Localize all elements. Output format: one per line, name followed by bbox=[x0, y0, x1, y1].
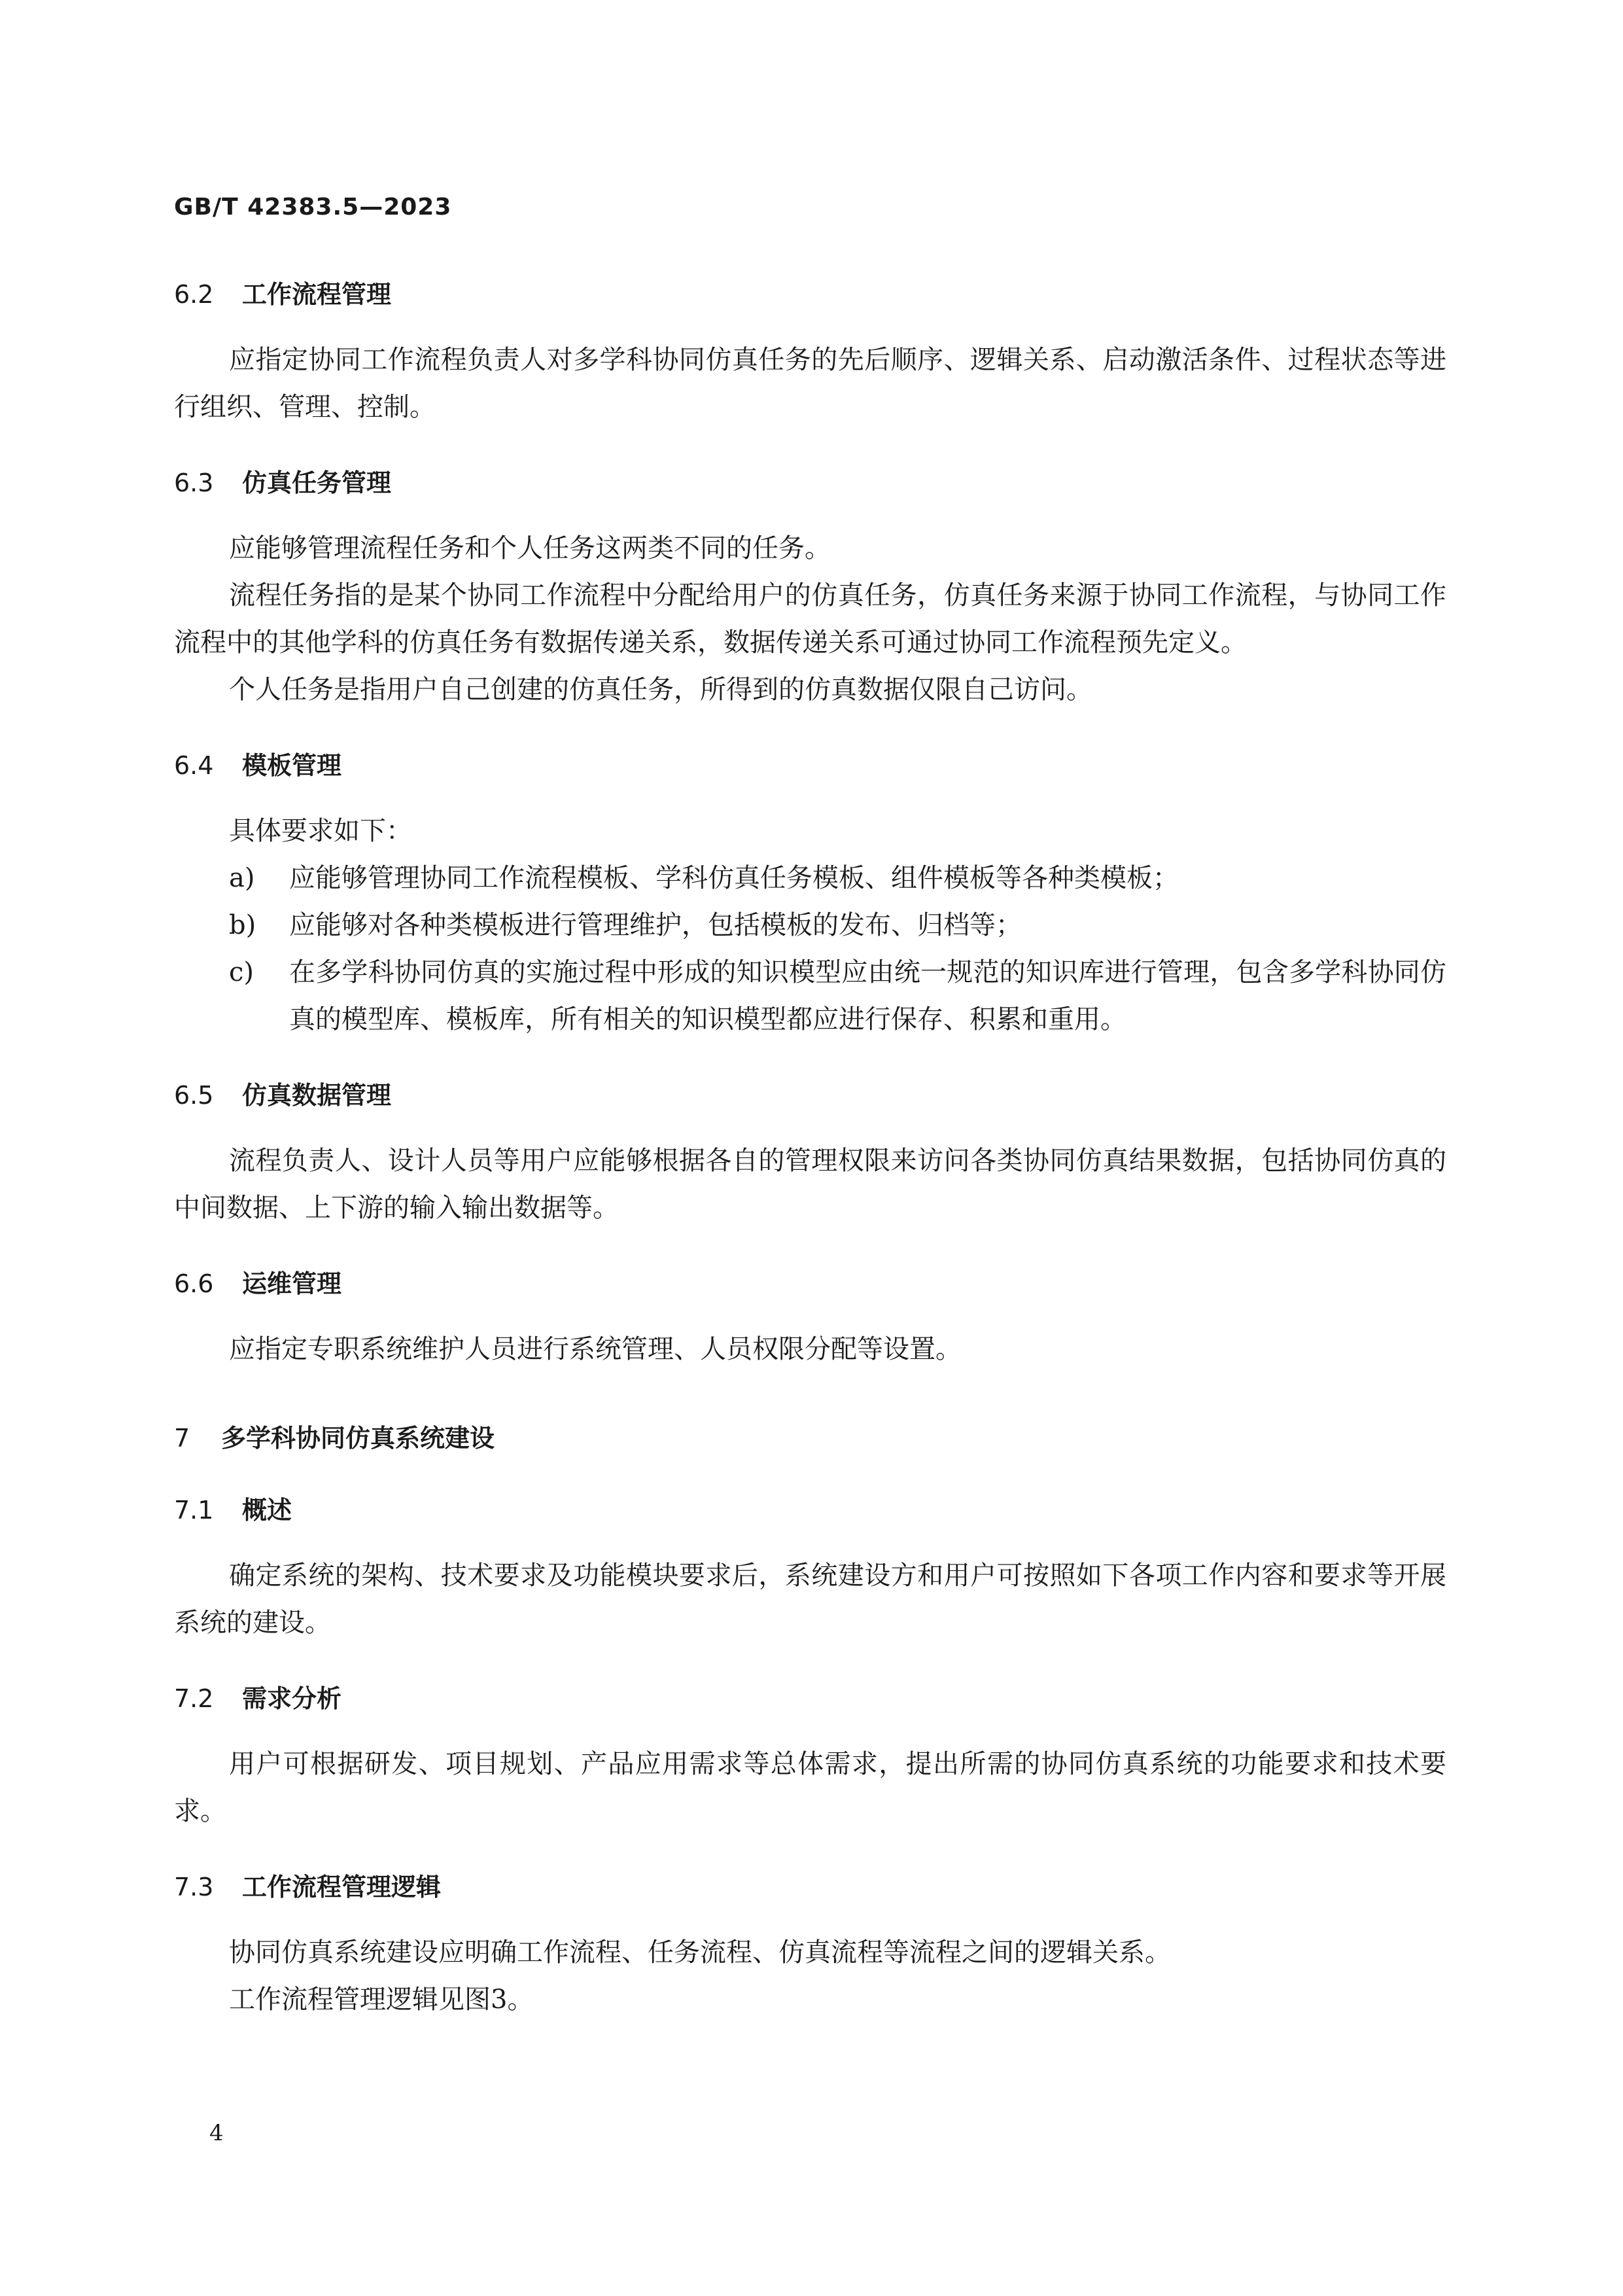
section-number: 7.2 bbox=[174, 1684, 214, 1713]
section-number: 7.1 bbox=[174, 1496, 214, 1525]
section-heading-7-1 bbox=[174, 1491, 1446, 1530]
paragraph: 具体要求如下： bbox=[229, 816, 412, 846]
paragraph: 确定系统的架构、技术要求及功能模块要求后，系统建设方和用户可按照如下各项工作内容和要求等开展系统的建设。 bbox=[174, 1561, 1446, 1638]
section-heading-7-2 bbox=[174, 1679, 1446, 1718]
paragraph: 协同仿真系统建设应明确工作流程、任务流程、仿真流程等流程之间的逻辑关系。 bbox=[229, 1937, 1171, 1968]
section-number: 7.3 bbox=[174, 1873, 214, 1901]
list-marker: b) bbox=[229, 910, 256, 940]
paragraph: 流程任务指的是某个协同工作流程中分配给用户的仿真任务，仿真任务来源于协同工作流程，与协同工作流程中的其他学科的仿真任务有数据传递关系，数据传递关系可通过协同工作流程预先定义。 bbox=[174, 580, 1446, 658]
section-title: 仿真数据管理 bbox=[242, 1081, 392, 1110]
chapter-number: 7 bbox=[174, 1424, 190, 1453]
list-item bbox=[174, 855, 1446, 902]
section-title: 需求分析 bbox=[242, 1684, 342, 1713]
list-item bbox=[174, 949, 1446, 1043]
paragraph: 工作流程管理逻辑见图3。 bbox=[229, 1985, 534, 2015]
section-heading-6-4 bbox=[174, 746, 1446, 785]
section-number: 6.4 bbox=[174, 751, 214, 780]
document-body bbox=[174, 275, 1446, 2023]
section-heading-6-5 bbox=[174, 1076, 1446, 1115]
section-heading-6-2 bbox=[174, 275, 1446, 314]
section-number: 6.5 bbox=[174, 1081, 214, 1110]
paragraph: 流程负责人、设计人员等用户应能够根据各自的管理权限来访问各类协同仿真结果数据，包括协同仿真的中间数据、上下游的输入输出数据等。 bbox=[174, 1146, 1446, 1223]
list-text: 在多学科协同仿真的实施过程中形成的知识模型应由统一规范的知识库进行管理，包含多学科协同仿真的模型库、模板库，所有相关的知识模型都应进行保存、积累和重用。 bbox=[289, 957, 1446, 1034]
section-heading-6-6 bbox=[174, 1264, 1446, 1303]
paragraph: 应指定协同工作流程负责人对多学科协同仿真任务的先后顺序、逻辑关系、启动激活条件、过程状态等进行组织、管理、控制。 bbox=[174, 345, 1446, 422]
page-number: 4 bbox=[209, 2120, 224, 2146]
section-number: 6.3 bbox=[174, 468, 214, 497]
section-title: 模板管理 bbox=[242, 751, 342, 780]
standard-code: GB/T 42383.5—2023 bbox=[174, 194, 452, 221]
list-text: 应能够管理协同工作流程模板、学科仿真任务模板、组件模板等各种类模板； bbox=[289, 863, 1179, 893]
section-heading-7-3 bbox=[174, 1867, 1446, 1907]
list-text: 应能够对各种类模板进行管理维护，包括模板的发布、归档等； bbox=[289, 910, 1022, 940]
paragraph: 应能够管理流程任务和个人任务这两类不同的任务。 bbox=[229, 533, 831, 563]
chapter-heading-7 bbox=[174, 1419, 1446, 1458]
list-marker: a) bbox=[229, 863, 255, 893]
section-number: 6.2 bbox=[174, 280, 214, 309]
section-title: 工作流程管理 bbox=[242, 280, 392, 309]
paragraph: 应指定专职系统维护人员进行系统管理、人员权限分配等设置。 bbox=[229, 1334, 962, 1364]
paragraph: 用户可根据研发、项目规划、产品应用需求等总体需求，提出所需的协同仿真系统的功能要求和技术要求。 bbox=[174, 1749, 1446, 1826]
section-title: 仿真任务管理 bbox=[242, 468, 392, 497]
list-marker: c) bbox=[229, 957, 254, 987]
section-number: 6.6 bbox=[174, 1269, 214, 1298]
chapter-title: 多学科协同仿真系统建设 bbox=[221, 1424, 495, 1453]
section-title: 运维管理 bbox=[242, 1269, 342, 1298]
list-item bbox=[174, 902, 1446, 949]
section-title: 工作流程管理逻辑 bbox=[242, 1873, 442, 1901]
paragraph: 个人任务是指用户自己创建的仿真任务，所得到的仿真数据仅限自己访问。 bbox=[229, 675, 1092, 705]
section-heading-6-3 bbox=[174, 463, 1446, 503]
section-title: 概述 bbox=[242, 1496, 292, 1525]
